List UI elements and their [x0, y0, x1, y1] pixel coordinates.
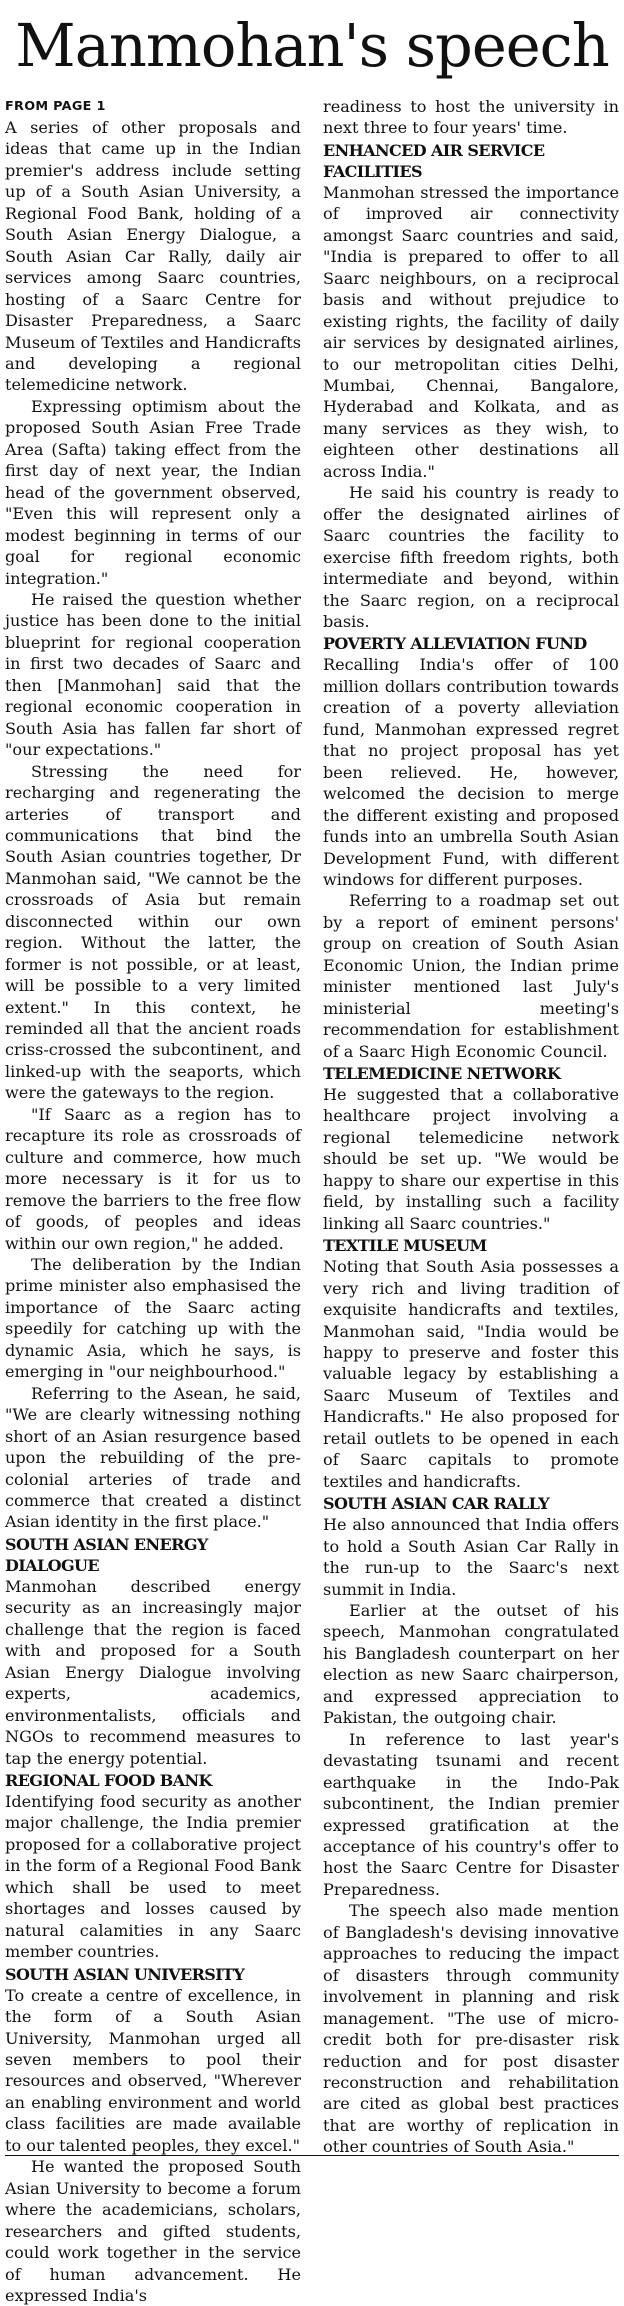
- paragraph: He wanted the proposed South Asian University to become a forum where the academicians, scholars, researchers and gifted students, could work together in the service of human advancement. He expressed India's: [5, 2157, 301, 2305]
- subheading-university: SOUTH ASIAN UNIVERSITY: [5, 1964, 245, 1984]
- subheading-air-service: ENHANCED AIR SERVICE FACILITIES: [323, 140, 545, 181]
- article-body: [5, 96, 619, 2305]
- paragraph: A series of other proposals and ideas that came up in the Indian premier's address include setting up of a South Asian University, a Regional Food Bank, holding of a South Asian Energy Dialogue, a South Asian Car Rally, daily air services among Saarc countries, hosting of a Saarc Centre for Disaster Preparedness, a Saarc Museum of Textiles and Handicrafts and developing a regional telemedicine network.: [5, 118, 301, 395]
- paragraph: Identifying food security as another major challenge, the India premier proposed for a collaborative project in the form of a Regional Food Bank which shall be used to meet shortages and losses caused by natural calamities in any Saarc member countries.: [5, 1791, 301, 1962]
- paragraph: Referring to a roadmap set out by a report of eminent persons' group on creation of South Asian Economic Union, the Indian prime minister mentioned last July's ministerial meeting's recommendation for establishment of a Saarc High Economic Council.: [323, 891, 619, 1061]
- subheading-food-bank: REGIONAL FOOD BANK: [5, 1770, 212, 1790]
- paragraph: Stressing the need for recharging and regenerating the arteries of transport and communications that bind the South Asian countries together, Dr Manmohan said, "We cannot be the crossroads of Asia but remain disconnected within our own region. Without the latter, the former is not possible, or at least, will be possible to a very limited extent." In this context, he reminded all that the ancient roads criss-crossed the subcontinent, and linked-up with the seaports, which were the gateways to the region.: [5, 761, 301, 1103]
- paragraph: Recalling India's offer of 100 million dollars contribution towards creation of a poverty alleviation fund, Manmohan expressed regret that no project proposal has yet been relieved. He, however, welcomed the decision to merge the different existing and proposed funds into an umbrella South Asian Development Fund, with different windows for different purposes.: [323, 655, 619, 889]
- paragraph: The speech also made mention of Bangladesh's devising innovative approaches to reducing the impact of disasters through community involvement in planning and risk management. "The use of micro-credit both for pre-disaster risk reduction and for post disaster reconstruction and rehabilitation are cited as global best practices that are worthy of replication in other countries of South Asia.": [323, 1901, 619, 2157]
- paragraph: Expressing optimism about the proposed South Asian Free Trade Area (Safta) taking effect from the first day of next year, the Indian head of the government observed, "Even this will represent only a modest beginning in terms of our goal for regional economic integration.": [5, 396, 301, 588]
- subheading-poverty-fund: POVERTY ALLEVIATION FUND: [323, 634, 587, 654]
- subheading-car-rally: SOUTH ASIAN CAR RALLY: [323, 1494, 550, 1514]
- paragraph: Earlier at the outset of his speech, Manmohan congratulated his Bangladesh counterpart on her election as new Saarc chairperson, and expressed appreciation to Pakistan, the outgoing chair.: [323, 1601, 619, 1728]
- paragraph: "If Saarc as a region has to recapture its role as crossroads of culture and commerce, how much more necessary is it for us to remove the barriers to the free flow of goods, of peoples and ideas within our own region," he added.: [5, 1104, 301, 1253]
- right-column: [319, 96, 619, 2155]
- paragraph: Referring to the Asean, he said, "We are clearly witnessing nothing short of an Asian resurgence based upon the rebuilding of the pre-colonial arteries of trade and commerce that created a distinct Asian identity in the first place.": [5, 1383, 301, 1532]
- paragraph: In reference to last year's devastating tsunami and recent earthquake in the Indo-Pak subcontinent, the Indian premier expressed gratification at the acceptance of his country's offer to host the Saarc Centre for Disaster Preparedness.: [323, 1729, 619, 1899]
- paragraph: Manmohan stressed the importance of improved air connectivity amongst Saarc countries and said, "India is prepared to offer to all Saarc neighbours, on a reciprocal basis and without prejudice to existing rights, the facility of daily air services by designated airlines, to our metropolitan cities Delhi, Mumbai, Chennai, Bangalore, Hyderabad and Kolkata, and as many services as they wish, to eighteen other destinations all across India.": [323, 182, 619, 481]
- headline: Manmohan's speech: [15, 11, 609, 80]
- continuation-kicker: FROM PAGE 1: [5, 99, 106, 114]
- paragraph: He also announced that India offers to hold a South Asian Car Rally in the run-up to the Saarc's next summit in India.: [323, 1515, 619, 1599]
- left-column: [5, 96, 305, 2305]
- subheading-energy-dialogue: SOUTH ASIAN ENERGY DIALOGUE: [5, 1534, 208, 1575]
- subheading-telemedicine: TELEMEDICINE NETWORK: [323, 1064, 561, 1084]
- paragraph: readiness to host the university in next three to four years' time.: [323, 97, 619, 138]
- paragraph: He said his country is ready to offer the designated airlines of Saarc countries the facility to exercise fifth freedom rights, both intermediate and beyond, within the Saarc region, on a reciprocal basis.: [323, 483, 619, 631]
- paragraph: Noting that South Asia possesses a very rich and living tradition of exquisite handicrafts and textiles, Manmohan said, "India would be happy to preserve and foster this valuable legacy by establishing a Saarc Museum of Textiles and Handicrafts." He also proposed for retail outlets to be opened in each of Saarc capitals to promote textiles and handicrafts.: [323, 1257, 619, 1491]
- paragraph: The deliberation by the Indian prime minister also emphasised the importance of the Saarc acting speedily for catching up with the dynamic Asia, which he says, is emerging in "our neighbourhood.": [5, 1255, 301, 1382]
- paragraph: He suggested that a collaborative healthcare project involving a regional telemedicine network should be set up. "We would be happy to share our expertise in this field, by installing such a facility linking all Saarc countries.": [323, 1085, 619, 1233]
- subheading-textile-museum: TEXTILE MUSEUM: [323, 1236, 487, 1256]
- paragraph: Manmohan described energy security as an increasingly major challenge that the region is faced with and proposed for a South Asian Energy Dialogue involving experts, academics, environmentalists, officials and NGOs to recommend measures to tap the energy potential.: [5, 1576, 301, 1768]
- paragraph: He raised the question whether justice has been done to the initial blueprint for regional cooperation in first two decades of Saarc and then [Manmohan] said that the regional economic cooperation in South Asia has fallen far short of "our expectations.": [5, 589, 301, 760]
- paragraph: To create a centre of excellence, in the form of a South Asian University, Manmohan urged all seven members to pool their resources and observed, "Wherever an enabling environment and world class facilities are made available to our talented peoples, they excel.": [5, 1985, 301, 2155]
